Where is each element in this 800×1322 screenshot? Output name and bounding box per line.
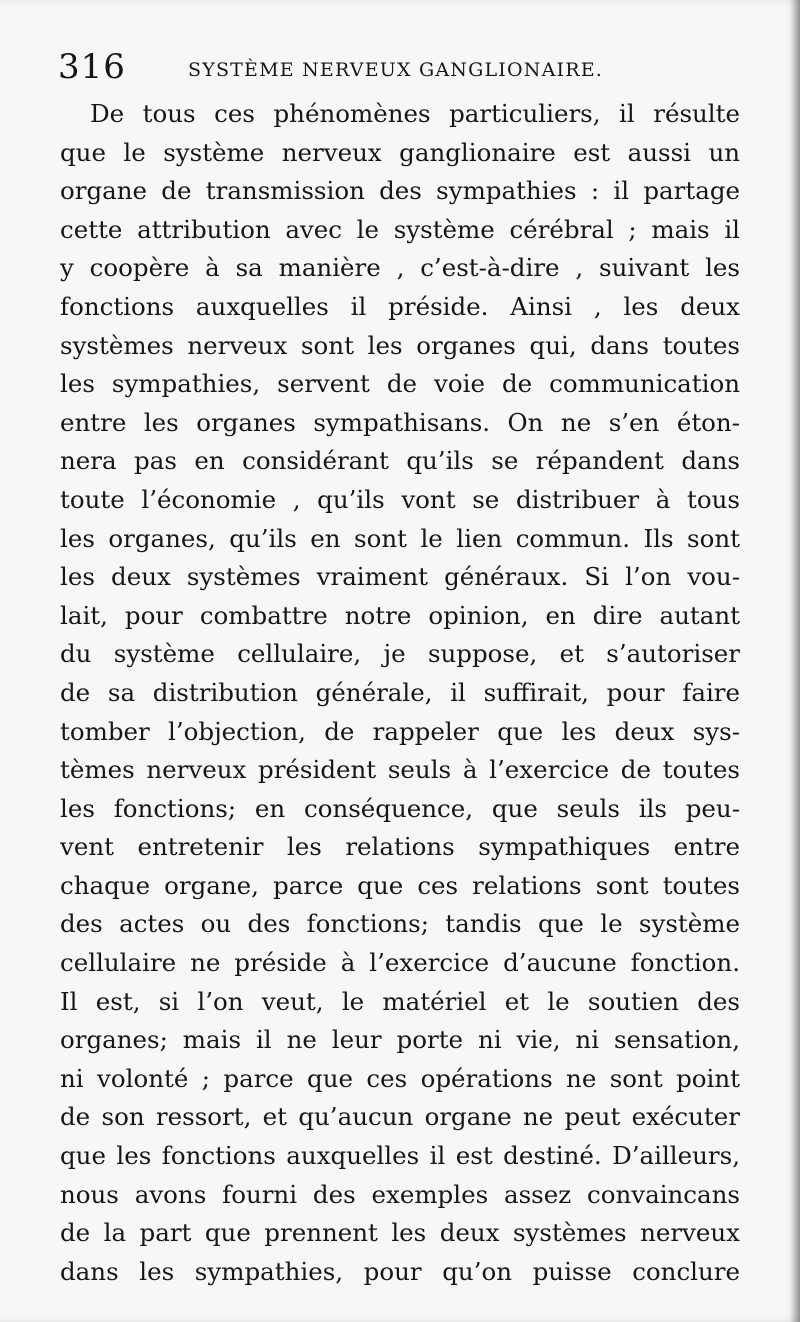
text-line: systèmes nerveux sont les organes qui, dans toutes <box>60 330 740 360</box>
text-line: des actes ou des fonctions; tandis que le système <box>60 909 740 939</box>
text-line: que le système nerveux ganglionaire est aussi un <box>60 137 740 167</box>
text-line: du système cellulaire, je suppose, et s’autoriser <box>60 639 740 669</box>
text-line: dans les sympathies, pour qu’on puisse conclure <box>60 1256 740 1286</box>
text-line: tèmes nerveux président seuls à l’exercice de toutes <box>60 755 740 785</box>
text-line: ni volonté ; parce que ces opérations ne sont point <box>60 1063 740 1093</box>
text-line: vent entretenir les relations sympathiques entre <box>60 832 740 862</box>
text-line: tomber l’objection, de rappeler que les deux sys- <box>60 716 740 746</box>
text-line: nous avons fourni des exemples assez convaincans <box>60 1179 740 1209</box>
text-line: cellulaire ne préside à l’exercice d’aucune fonction. <box>60 948 740 978</box>
text-line: les organes, qu’ils en sont le lien commun. Ils sont <box>60 523 740 553</box>
text-line: Il est, si l’on veut, le matériel et le soutien des <box>60 986 740 1016</box>
text-line: les fonctions; en conséquence, que seuls ils peu- <box>60 793 740 823</box>
running-title: SYSTÈME NERVEUX GANGLIONAIRE. <box>188 59 604 81</box>
page-number: 316 <box>58 47 126 87</box>
text-line: nera pas en considérant qu’ils se répandent dans <box>60 446 740 476</box>
text-line: toute l’économie , qu’ils vont se distribuer à tous <box>60 484 740 514</box>
text-line: lait, pour combattre notre opinion, en dire autant <box>60 600 740 630</box>
text-line: de son ressort, et qu’aucun organe ne peut exécuter <box>60 1102 740 1132</box>
text-line: organes; mais il ne leur porte ni vie, ni sensation, <box>60 1025 740 1055</box>
text-line: cette attribution avec le système cérébral ; mais il <box>60 214 740 244</box>
running-head <box>58 47 748 90</box>
text-line: que les fonctions auxquelles il est destiné. D’ailleurs, <box>60 1141 740 1171</box>
text-line: organe de transmission des sympathies : il partage <box>60 176 740 206</box>
text-line: chaque organe, parce que ces relations sont toutes <box>60 870 740 900</box>
text-line: les sympathies, servent de voie de communication <box>60 369 740 399</box>
text-line: entre les organes sympathisans. On ne s’en éton- <box>60 407 740 437</box>
text-line: fonctions auxquelles il préside. Ainsi , les deux <box>60 291 740 321</box>
text-line: de la part que prennent les deux systèmes nerveux <box>60 1218 740 1248</box>
text-line: les deux systèmes vraiment généraux. Si l’on vou- <box>60 562 740 592</box>
text-line: y coopère à sa manière , c’est-à-dire , suivant les <box>60 253 740 283</box>
body-text <box>60 95 740 1291</box>
text-line: de sa distribution générale, il suffirait, pour faire <box>60 677 740 707</box>
text-line: De tous ces phénomènes particuliers, il résulte <box>90 99 740 128</box>
